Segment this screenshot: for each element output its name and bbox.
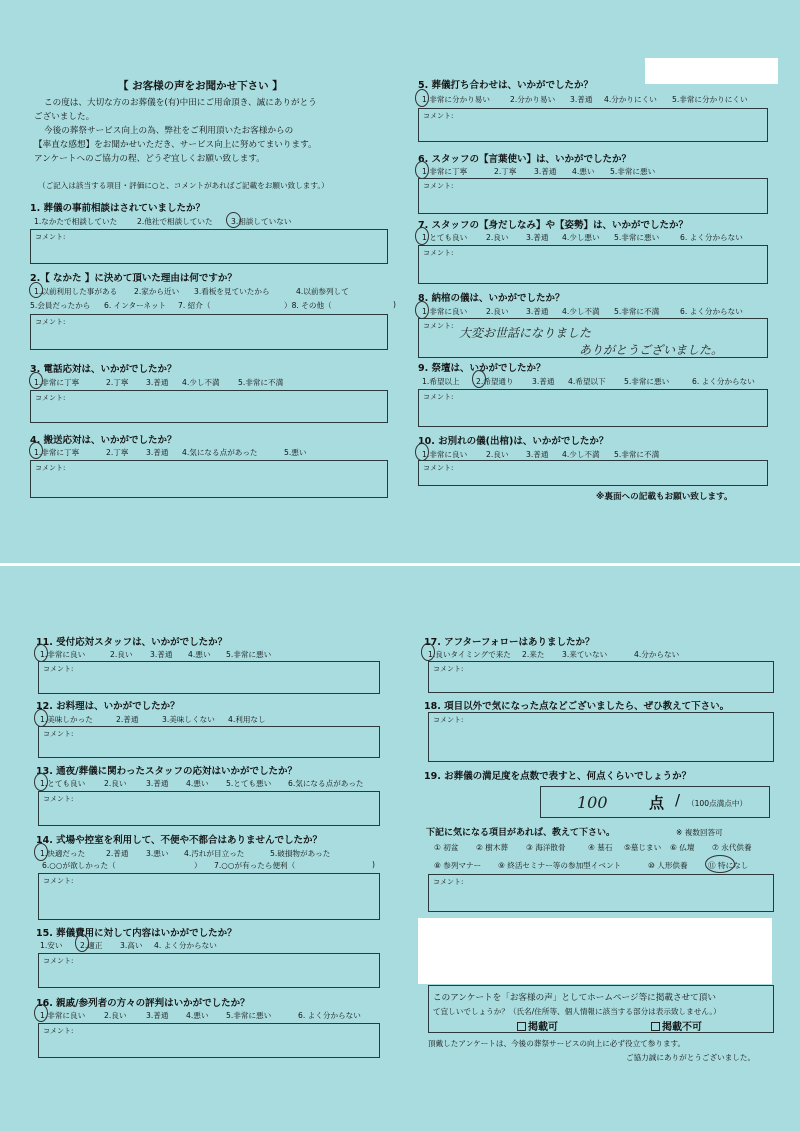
option[interactable]: 3.普通 [526, 450, 549, 459]
option[interactable]: 7. 紹介（ [178, 301, 211, 310]
option[interactable]: 2.良い [486, 233, 509, 242]
option[interactable]: 2.希望通り [476, 377, 514, 386]
comment-label: コメント: [423, 182, 454, 190]
option[interactable]: 5.非常に分かりにくい [672, 95, 748, 104]
option[interactable]: 2.良い [104, 779, 127, 788]
selection-circle [421, 643, 435, 661]
option[interactable]: 3.普通 [146, 378, 169, 387]
option[interactable]: 4.利用なし [228, 715, 266, 724]
option[interactable]: 3.普通 [532, 377, 555, 386]
selection-circle [415, 89, 429, 107]
interest-item[interactable]: ⑩ 人形供養 [648, 861, 688, 870]
option[interactable]: 1.とても良い [40, 779, 86, 788]
score-separator: / [675, 791, 681, 809]
option[interactable]: 4.分からない [634, 650, 680, 659]
option[interactable]: 1.非常に良い [422, 450, 468, 459]
option[interactable]: 6. よく分からない [680, 233, 743, 242]
option[interactable]: 2.他社で相談していた [137, 217, 213, 226]
comment-label: コメント: [433, 665, 464, 673]
question-16-comment-box[interactable] [38, 1023, 380, 1058]
interest-item[interactable]: ⑤墓じまい [624, 843, 662, 852]
intro-line: アンケートへのご協力の程、どうぞ宜しくお願い致します。 [34, 154, 265, 164]
question-19-title: 19. お葬儀の満足度を点数で表すと、何点くらいでしょうか？ [424, 771, 692, 782]
option[interactable]: 2.分かり易い [510, 95, 556, 104]
selection-circle [415, 161, 429, 179]
question-8-comment-box[interactable] [418, 318, 768, 358]
selection-circle [226, 212, 241, 228]
comment-label: コメント: [43, 877, 74, 885]
comment-label: コメント: [433, 878, 464, 886]
option[interactable]: 4.悪い [188, 650, 211, 659]
option[interactable]: 4.汚れが目立った [184, 849, 245, 858]
question-2-title: 2.【 なかた 】に決めて頂いた理由は何ですか？ [30, 273, 237, 284]
option[interactable]: 2.適正 [80, 941, 103, 950]
selection-circle [415, 301, 429, 319]
handwritten-comment: 大変お世話になりました [459, 326, 592, 340]
question-3-title: 3. 電話応対は、いかがでしたか？ [30, 364, 177, 375]
question-1-title: 1. 葬儀の事前相談はされていましたか？ [30, 203, 206, 214]
selection-circle [34, 773, 48, 791]
option[interactable]: 5.非常に悪い [624, 377, 670, 386]
option[interactable]: 2.普通 [116, 715, 139, 724]
selection-circle [29, 372, 43, 389]
question-11-comment-box[interactable] [38, 661, 380, 694]
comment-label: コメント: [423, 249, 454, 257]
survey-title: 【 お客様の声をお聞かせ下さい 】 [118, 80, 283, 92]
option[interactable]: 4.少し不満 [562, 307, 600, 316]
option[interactable]: 5.非常に不満 [614, 307, 660, 316]
question-5-comment-box[interactable] [418, 108, 768, 142]
question-10-title: 10. お別れの儀(出棺)は、いかがでしたか？ [418, 436, 609, 447]
option[interactable]: 5.非常に悪い [226, 1011, 272, 1020]
option[interactable]: 4.気になる点があった [182, 448, 258, 457]
survey-page-back [0, 566, 800, 1131]
option[interactable]: 6.気になる点があった [288, 779, 364, 788]
option[interactable]: 1.とても良い [422, 233, 468, 242]
option[interactable]: 1.非常に丁寧 [34, 448, 80, 457]
question-5-title: 5. 葬儀打ち合わせは、いかがでしたか？ [418, 80, 594, 91]
intro-line: 【率直な感想】をお聞かせいただき、サービス向上に努めてまいります。 [34, 140, 317, 150]
option[interactable]: 4.以前参列して [296, 287, 349, 296]
interest-item[interactable]: ⑥ 仏壇 [670, 843, 695, 852]
selection-circle [34, 644, 48, 662]
comment-label: コメント: [423, 464, 454, 472]
option[interactable]: 3.悪い [146, 849, 169, 858]
intro-line: この度は、大切な方のお葬儀を(有)中田にご用命頂き、誠にありがとう [44, 98, 317, 108]
selection-circle [34, 709, 48, 727]
option[interactable]: 1.以前利用した事がある [34, 287, 118, 296]
option[interactable]: 4.悪い [186, 1011, 209, 1020]
option[interactable]: ）8. その他（ [284, 301, 332, 310]
comment-label: コメント: [423, 112, 454, 120]
option[interactable]: 1.美味しかった [40, 715, 93, 724]
option[interactable]: 4.少し不満 [182, 378, 220, 387]
question-18-comment-box[interactable] [428, 712, 774, 762]
question-14-title: 14. 式場や控室を利用して、不便や不都合はありませんでしたか？ [36, 835, 322, 846]
footer-line: 頂戴したアンケートは、今後の葬祭サービスの向上に必ず役立て参ります。 [428, 1039, 686, 1048]
interest-item[interactable]: ② 樹木葬 [476, 843, 509, 852]
comment-label: コメント: [423, 393, 454, 401]
comment-label: コメント: [433, 716, 464, 724]
option[interactable]: 5.非常に不満 [238, 378, 284, 387]
comment-label: コメント: [43, 1027, 74, 1035]
publish-text: て宜しいでしょうか？（氏名/住所等、個人情報に該当する部分は表示致しません。） [433, 1007, 721, 1016]
score-note: （100点満点中） [687, 799, 748, 808]
option[interactable]: 3.普通 [146, 1011, 169, 1020]
option[interactable]: 4.悪い [186, 779, 209, 788]
question-15-comment-box[interactable] [38, 953, 380, 988]
option[interactable]: 4.少し悪い [562, 233, 600, 242]
question-8-title: 8. 納棺の儀は、いかがでしたか？ [418, 293, 565, 304]
option[interactable]: 2.丁寧 [494, 167, 517, 176]
question-6-comment-box[interactable] [418, 178, 768, 214]
comment-label: コメント: [35, 394, 66, 402]
interest-item[interactable]: ⑧ 参列マナー [434, 861, 482, 870]
option[interactable]: 1.なかたで相談していた [34, 217, 118, 226]
score-unit: 点 [649, 794, 665, 812]
comment-label: コメント: [43, 795, 74, 803]
option[interactable]: 3.美味しくない [162, 715, 215, 724]
selection-circle [34, 843, 48, 861]
back-page-note: ※裏面への記載もお願い致します。 [596, 492, 733, 502]
option[interactable]: 5.とても悪い [226, 779, 272, 788]
question-16-title: 16. 親戚/参列者の方々の評判はいかがでしたか？ [36, 998, 250, 1009]
option[interactable]: 3.普通 [534, 167, 557, 176]
checkbox[interactable] [517, 1022, 526, 1031]
interest-comment-box[interactable] [428, 874, 774, 912]
comment-label: コメント: [35, 233, 66, 241]
interest-title: 下記に気になる項目があれば、教えて下さい。 [426, 828, 616, 838]
score-box[interactable] [540, 786, 770, 818]
option[interactable]: 3.来ていない [562, 650, 608, 659]
option[interactable]: 3.普通 [146, 779, 169, 788]
option: ) [372, 860, 375, 869]
comment-label: コメント: [423, 322, 454, 330]
question-12-title: 12. お料理は、いかがでしたか？ [36, 701, 180, 712]
selection-circle [34, 1004, 48, 1022]
redacted-area [418, 918, 772, 984]
question-11-title: 11. 受付応対スタッフは、いかがでしたか？ [36, 637, 228, 648]
publish-permission-box [428, 985, 774, 1033]
option: ） [194, 861, 202, 870]
option[interactable]: 6.○○が欲しかった（ [42, 861, 116, 870]
option[interactable]: 1.非常に良い [40, 650, 86, 659]
option[interactable]: 2.良い [486, 307, 509, 316]
option[interactable]: 3.高い [120, 941, 143, 950]
interest-item[interactable]: ⑦ 永代供養 [712, 843, 752, 852]
option[interactable]: 3.普通 [526, 307, 549, 316]
publish-yes-option[interactable]: 掲載可 [517, 1018, 558, 1033]
selection-circle [29, 442, 43, 459]
interest-item[interactable]: ④ 墓石 [588, 843, 613, 852]
question-12-comment-box[interactable] [38, 726, 380, 758]
option[interactable]: 2.丁寧 [106, 448, 129, 457]
option: ) [393, 300, 396, 309]
selection-circle [472, 370, 486, 388]
option[interactable]: 6. よく分からない [298, 1011, 361, 1020]
selection-circle [415, 443, 429, 461]
option[interactable]: 2.普通 [106, 849, 129, 858]
interest-item[interactable]: ① 初盆 [434, 843, 459, 852]
question-6-title: 6. スタッフの【言葉使い】は、いかがでしたか？ [418, 154, 632, 165]
survey-page-front [0, 0, 800, 563]
option[interactable]: 2.家から近い [134, 287, 180, 296]
option[interactable]: 3.普通 [146, 448, 169, 457]
option[interactable]: 5.非常に悪い [614, 233, 660, 242]
option[interactable]: 6. よく分からない [692, 377, 755, 386]
interest-item[interactable]: ⑪ 特になし [708, 861, 749, 870]
option[interactable]: 1.快適だった [40, 849, 86, 858]
option[interactable]: 4.分かりにくい [604, 95, 657, 104]
selection-circle [75, 934, 89, 952]
question-4-title: 4. 搬送応対は、いかがでしたか？ [30, 435, 177, 446]
interest-item[interactable]: ⑨ 終活セミナー等の参加型イベント [498, 861, 622, 870]
option[interactable]: 1.希望以上 [422, 377, 460, 386]
question-13-comment-box[interactable] [38, 791, 380, 826]
question-18-title: 18. 項目以外で気になった点などございましたら、ぜひ教えて下さい。 [424, 701, 730, 712]
question-9-comment-box[interactable] [418, 389, 768, 427]
option[interactable]: 1.安い [40, 941, 63, 950]
question-15-title: 15. 葬儀費用に対して内容はいかがでしたか？ [36, 928, 237, 939]
option[interactable]: 7.○○が有ったら便利（ [214, 861, 296, 870]
option[interactable]: 4.少し不満 [562, 450, 600, 459]
question-10-comment-box[interactable] [418, 460, 768, 486]
question-13-title: 13. 通夜/葬儀に関わったスタッフの応対はいかがでしたか？ [36, 766, 298, 777]
option[interactable]: 2.来た [522, 650, 545, 659]
option[interactable]: 2.良い [486, 450, 509, 459]
publish-text: このアンケートを「お客様の声」としてホームページ等に掲載させて頂い [433, 993, 716, 1003]
question-14-comment-box[interactable] [38, 873, 380, 920]
question-7-title: 7. スタッフの【身だしなみ】や【姿勢】は、いかがでしたか？ [418, 220, 689, 231]
option[interactable]: 2.良い [104, 1011, 127, 1020]
option[interactable]: 4. よく分からない [154, 941, 217, 950]
option[interactable]: 3.普通 [150, 650, 173, 659]
comment-label: コメント: [43, 957, 74, 965]
comment-label: コメント: [43, 665, 74, 673]
option[interactable]: 3.普通 [570, 95, 593, 104]
interest-note: ※ 複数回答可 [676, 828, 723, 837]
intro-note: （ご記入は該当する項目・評価に○と、コメントがあればご記載をお願い致します。） [38, 181, 329, 190]
interest-item[interactable]: ③ 海洋散骨 [526, 843, 566, 852]
option[interactable]: 2.良い [110, 650, 133, 659]
question-17-comment-box[interactable] [428, 661, 774, 693]
option[interactable]: 4.希望以下 [568, 377, 606, 386]
option[interactable]: 5.非常に不満 [614, 450, 660, 459]
option[interactable]: 1.良いタイミングで来た [428, 650, 511, 659]
option[interactable]: 5.非常に悪い [610, 167, 656, 176]
question-1-comment-box[interactable] [30, 229, 388, 264]
question-2-comment-box[interactable] [30, 314, 388, 350]
option[interactable]: 5.会員だったから [30, 301, 91, 310]
option[interactable]: 3.看板を見ていたから [194, 287, 270, 296]
option[interactable]: 5.悪い [284, 448, 307, 457]
intro-line: ございました。 [34, 112, 95, 122]
intro-line: 今後の葬祭サービス向上の為、弊社をご利用頂いたお客様からの [44, 126, 294, 136]
question-4-comment-box[interactable] [30, 460, 388, 498]
redacted-area [645, 58, 778, 84]
selection-circle [705, 855, 735, 873]
option[interactable]: 4.悪い [572, 167, 595, 176]
option[interactable]: 3.相談していない [231, 217, 292, 226]
handwritten-comment: ありがとうございました。 [579, 343, 724, 357]
footer-line: ご協力誠にありがとうございました。 [626, 1053, 756, 1062]
selection-circle [29, 282, 43, 298]
publish-no-option[interactable]: 掲載不可 [651, 1018, 702, 1033]
checkbox[interactable] [651, 1022, 660, 1031]
handwritten-score: 100 [577, 793, 608, 812]
option[interactable]: 1.非常に良い [422, 307, 468, 316]
selection-circle [415, 227, 429, 245]
option[interactable]: 3.普通 [526, 233, 549, 242]
option[interactable]: 2.丁寧 [106, 378, 129, 387]
option[interactable]: 6. インターネット [104, 301, 167, 310]
comment-label: コメント: [35, 464, 66, 472]
option[interactable]: 1.非常に良い [40, 1011, 86, 1020]
question-7-comment-box[interactable] [418, 245, 768, 284]
option[interactable]: 1.非常に分かり易い [422, 95, 490, 104]
comment-label: コメント: [35, 318, 66, 326]
option[interactable]: 5.非常に悪い [226, 650, 272, 659]
comment-label: コメント: [43, 730, 74, 738]
option[interactable]: 5.破損物があった [270, 849, 331, 858]
question-9-title: 9. 祭壇は、いかがでしたか？ [418, 363, 546, 374]
question-3-comment-box[interactable] [30, 390, 388, 423]
option[interactable]: 1.非常に丁寧 [34, 378, 80, 387]
question-17-title: 17. アフターフォローはありましたか？ [424, 637, 595, 648]
option[interactable]: 1.非常に丁寧 [422, 167, 468, 176]
option[interactable]: 6. よく分からない [680, 307, 743, 316]
